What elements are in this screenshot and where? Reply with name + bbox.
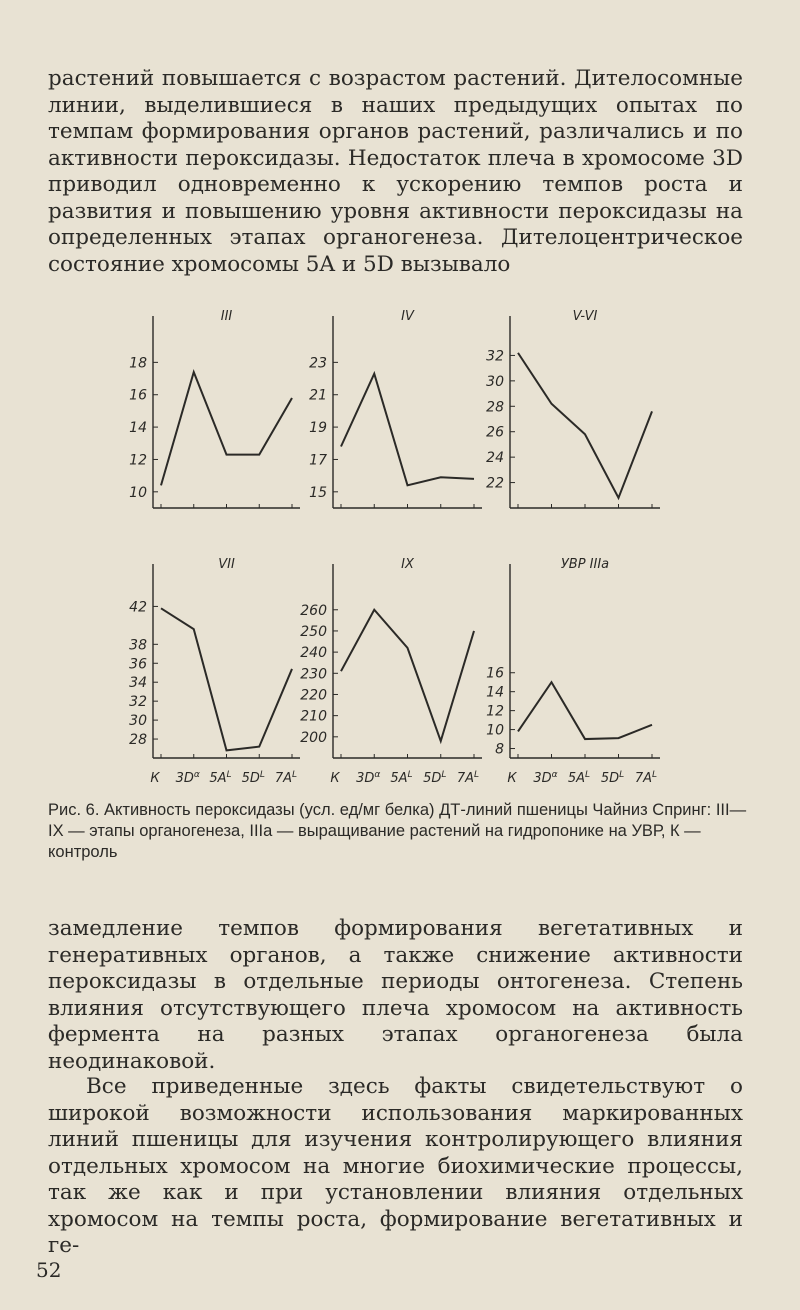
x-tick-label: К <box>150 771 160 786</box>
x-tick-label: К <box>507 771 517 786</box>
panel-title: V-VI <box>572 309 598 324</box>
figure-caption: Рис. 6. Активность пероксидазы (усл. ед/мг белка) ДТ-линий пшеницы Чайниз Спринг: III—IX — этапы органогенеза, IIIа — выращивание растений на гидропонике на УВР, К — контроль <box>48 801 747 861</box>
y-tick-label: 12 <box>486 703 504 720</box>
y-tick-label: 32 <box>486 348 504 365</box>
x-tick-label: $3D^\alpha$ <box>533 770 558 786</box>
y-tick-label: 210 <box>300 708 327 725</box>
series-line <box>341 374 474 486</box>
x-tick-label: $5D^L$ <box>600 770 625 786</box>
y-tick-label: 220 <box>300 687 327 704</box>
x-tick-label: $3D^\alpha$ <box>356 770 381 786</box>
y-tick-label: 36 <box>129 656 147 673</box>
y-tick-label: 28 <box>129 732 147 749</box>
body-paragraph-bottom: Все приведенные здесь факты свидетельствуют о широкой возможности использования маркированных линий пшеницы для изучения контролирующего влияния отдельных хромосом на многие биохимические процессы, так же как и при установлении влияния отдельных хромосом на темпы роста, формирование вегетативных и ге- <box>48 1074 743 1258</box>
y-tick-label: 30 <box>486 373 504 390</box>
x-tick-label: $5A^L$ <box>567 770 591 786</box>
x-tick-label: $7A^L$ <box>634 770 658 786</box>
y-tick-label: 28 <box>486 399 504 416</box>
y-tick-label: 230 <box>300 666 327 683</box>
y-tick-label: 14 <box>486 684 504 701</box>
y-tick-label: 240 <box>300 645 327 662</box>
y-tick-label: 30 <box>129 713 147 730</box>
y-tick-label: 10 <box>129 484 147 501</box>
y-tick-label: 15 <box>309 484 327 501</box>
panel-title: III <box>220 309 233 324</box>
panel-title: VII <box>218 557 235 572</box>
x-tick-label: $7A^L$ <box>456 770 480 786</box>
series-line <box>161 372 292 485</box>
y-tick-label: 19 <box>309 420 327 437</box>
y-tick-label: 26 <box>486 424 504 441</box>
x-tick-label: К <box>330 771 340 786</box>
body-paragraph-top: растений повышается с возрастом растений. Дителосомные линии, выделившиеся в наших предыдущих опытах по темпам формирования органов растений, различались и по активности пероксидазы. Недостаток плеча в хромосоме 3D приводил одновременно к ускорению темпов роста и развития и повышению уровня активности пероксидазы на определенных этапах органогенеза. Дителоцентрическое состояние хромосомы 5A и 5D вызывало <box>48 66 743 277</box>
y-tick-label: 200 <box>300 729 327 746</box>
y-tick-label: 23 <box>309 355 327 372</box>
x-tick-label: $5D^L$ <box>423 770 447 786</box>
body-paragraph-middle: замедление темпов формирования вегетативных и генеративных органов, а также снижение активности пероксидазы в отдельные периоды онтогенеза. Степень влияния отсутствующего плеча хромосом на активность фермента на разных этапах органогенеза была неодинаковой. <box>48 916 743 1074</box>
x-tick-label: $5A^L$ <box>209 770 232 786</box>
y-tick-label: 16 <box>129 387 147 404</box>
y-tick-label: 42 <box>129 599 147 616</box>
panel-title: IX <box>401 557 414 572</box>
y-tick-label: 260 <box>300 602 327 619</box>
series-line <box>518 353 652 498</box>
y-tick-label: 14 <box>129 420 147 437</box>
x-tick-label: $3D^\alpha$ <box>175 770 200 786</box>
x-tick-label: $5D^L$ <box>241 770 265 786</box>
series-line <box>161 608 292 750</box>
y-tick-label: 21 <box>309 387 327 404</box>
y-tick-label: 17 <box>309 452 327 469</box>
y-tick-label: 12 <box>129 452 147 469</box>
series-line <box>341 610 474 741</box>
y-tick-label: 10 <box>486 722 504 739</box>
y-tick-label: 34 <box>129 675 147 692</box>
x-tick-label: $5A^L$ <box>390 770 413 786</box>
y-tick-label: 16 <box>486 665 504 682</box>
y-tick-label: 32 <box>129 694 147 711</box>
page-number: 52 <box>36 1258 62 1282</box>
panel-title: IV <box>401 309 414 324</box>
y-tick-label: 250 <box>300 623 327 640</box>
x-tick-label: $7A^L$ <box>274 770 298 786</box>
y-tick-label: 24 <box>486 450 504 467</box>
y-tick-label: 38 <box>129 637 147 654</box>
figure-6-charts <box>0 296 800 796</box>
y-tick-label: 8 <box>495 741 504 758</box>
panel-title: УВР IIIа <box>560 557 610 572</box>
series-line <box>518 682 652 739</box>
y-tick-label: 18 <box>129 355 147 372</box>
y-tick-label: 22 <box>486 475 504 492</box>
